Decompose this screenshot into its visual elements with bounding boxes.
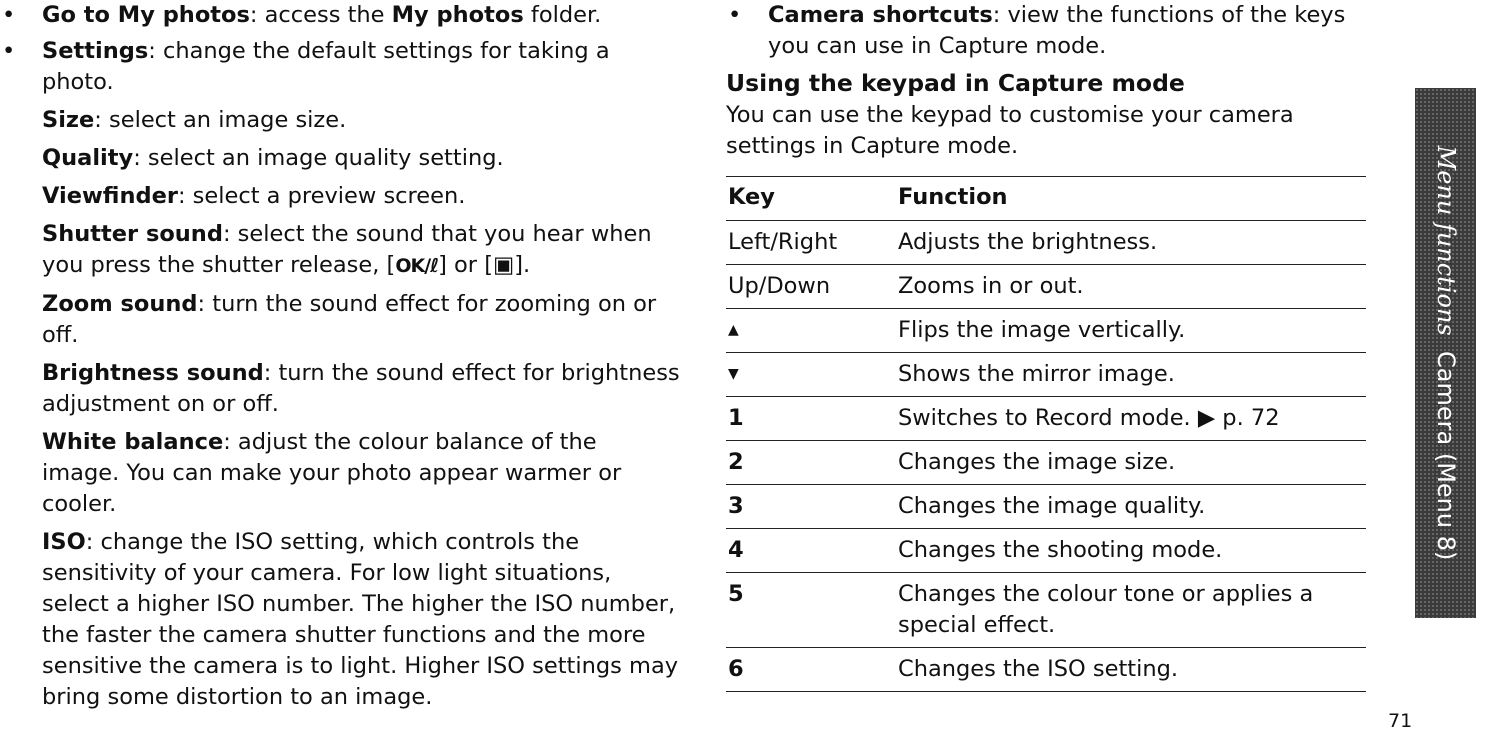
separator: :	[249, 2, 265, 28]
function-cell: Switches to Record mode. ▶ p. 72	[898, 405, 1280, 431]
desc: : change the ISO setting, which controls the sensitivity of your camera. For low light situations, select a higher ISO number. The higher the ISO number, the faster the camera shutter functions and the more sensitive the camera is to light. Higher ISO settings may bring some distortion to an image.	[42, 529, 679, 710]
term: ISO	[42, 529, 86, 555]
keypad-table	[726, 176, 1366, 692]
bullet-dot: •	[2, 38, 16, 64]
table-header-row	[726, 177, 1366, 221]
desc-mid: ] or [	[438, 252, 493, 278]
term: Size	[42, 107, 95, 133]
table-row	[726, 441, 1366, 485]
key-cell: 3	[728, 493, 744, 519]
section-intro: You can use the keypad to customise your camera settings in Capture mode.	[726, 102, 1294, 159]
section-heading: Using the keypad in Capture mode	[726, 69, 1185, 97]
camera-key-icon: ▣	[493, 252, 515, 278]
function-cell: Shows the mirror image.	[898, 361, 1175, 387]
desc: : adjust the colour balance of the image. You can make your photo appear warmer or cooler.	[42, 429, 622, 517]
function-cell: Changes the image size.	[898, 449, 1176, 475]
section-tab	[1415, 88, 1476, 618]
right-column	[726, 0, 1366, 692]
section-tab-label	[1432, 146, 1460, 561]
bullet-dot: •	[728, 2, 742, 28]
key-cell: 2	[728, 449, 744, 475]
key-cell: Up/Down	[728, 273, 831, 299]
header-key: Key	[728, 184, 775, 210]
left-column	[0, 0, 680, 713]
term: White balance	[42, 429, 224, 455]
bullet-go-to-my-photos	[0, 0, 680, 31]
tab-section: Camera (Menu 8)	[1431, 351, 1460, 561]
setting-brightness-sound	[0, 358, 680, 420]
desc-end: folder.	[523, 2, 602, 28]
separator: :	[148, 38, 163, 64]
function-cell: Flips the image vertically.	[898, 317, 1186, 343]
key-cell: ▲	[728, 322, 739, 338]
table-row	[726, 353, 1366, 397]
term-camera-shortcuts: Camera shortcuts	[768, 2, 993, 28]
tab-chapter: Menu functions	[1431, 145, 1460, 336]
table-row	[726, 485, 1366, 529]
desc: change the default settings for taking a photo.	[42, 38, 610, 95]
table-row	[726, 397, 1366, 441]
desc: : view the functions of the keys you can use in Capture mode.	[768, 2, 1346, 59]
desc: : turn the sound effect for brightness adjustment on or off.	[42, 360, 680, 417]
desc: : select an image quality setting.	[133, 145, 504, 171]
desc: : select the sound that you hear when you press the shutter release, [	[42, 221, 652, 278]
function-cell: Changes the image quality.	[898, 493, 1206, 519]
key-cell: 1	[728, 405, 744, 431]
desc-end: ].	[514, 252, 531, 278]
function-cell: Adjusts the brightness.	[898, 229, 1158, 255]
setting-quality	[0, 143, 680, 174]
function-cell: Changes the colour tone or applies a special effect.	[898, 581, 1314, 638]
setting-zoom-sound	[0, 289, 680, 351]
key-cell: 5	[728, 581, 744, 607]
bullet-dot: •	[2, 2, 16, 28]
bullet-settings	[0, 36, 680, 98]
key-cell: 6	[728, 656, 744, 682]
setting-white-balance	[0, 427, 680, 520]
term-settings: Settings	[42, 38, 149, 64]
table-row	[726, 529, 1366, 573]
desc: : select an image size.	[94, 107, 347, 133]
function-cell: Changes the ISO setting.	[898, 656, 1179, 682]
table-row	[726, 573, 1366, 648]
term-go-to-my-photos: Go to My photos	[42, 2, 250, 28]
function-cell: Changes the shooting mode.	[898, 537, 1223, 563]
setting-size	[0, 105, 680, 136]
key-cell: ▼	[728, 366, 739, 382]
page-number: 71	[1388, 710, 1413, 732]
desc: : turn the sound effect for zooming on or off.	[42, 291, 657, 348]
function-cell: Zooms in or out.	[898, 273, 1084, 299]
key-cell: Left/Right	[728, 229, 838, 255]
term: Viewfinder	[42, 183, 178, 209]
setting-shutter-sound	[0, 219, 680, 282]
table-row	[726, 648, 1366, 692]
desc: access the	[264, 2, 392, 28]
key-cell: 4	[728, 537, 744, 563]
desc: : select a preview screen.	[177, 183, 466, 209]
setting-iso	[0, 527, 680, 713]
camera-key-icon-suffix: ℓ	[430, 255, 439, 277]
bullet-camera-shortcuts	[726, 0, 1366, 62]
ok-key-icon: OK/	[395, 255, 431, 277]
term: Shutter sound	[42, 221, 223, 247]
table-row	[726, 309, 1366, 353]
table-row	[726, 221, 1366, 265]
term: Zoom sound	[42, 291, 198, 317]
header-function: Function	[898, 184, 1008, 210]
setting-viewfinder	[0, 181, 680, 212]
folder-name: My photos	[391, 2, 524, 28]
term: Brightness sound	[42, 360, 264, 386]
term: Quality	[42, 145, 134, 171]
table-row	[726, 265, 1366, 309]
